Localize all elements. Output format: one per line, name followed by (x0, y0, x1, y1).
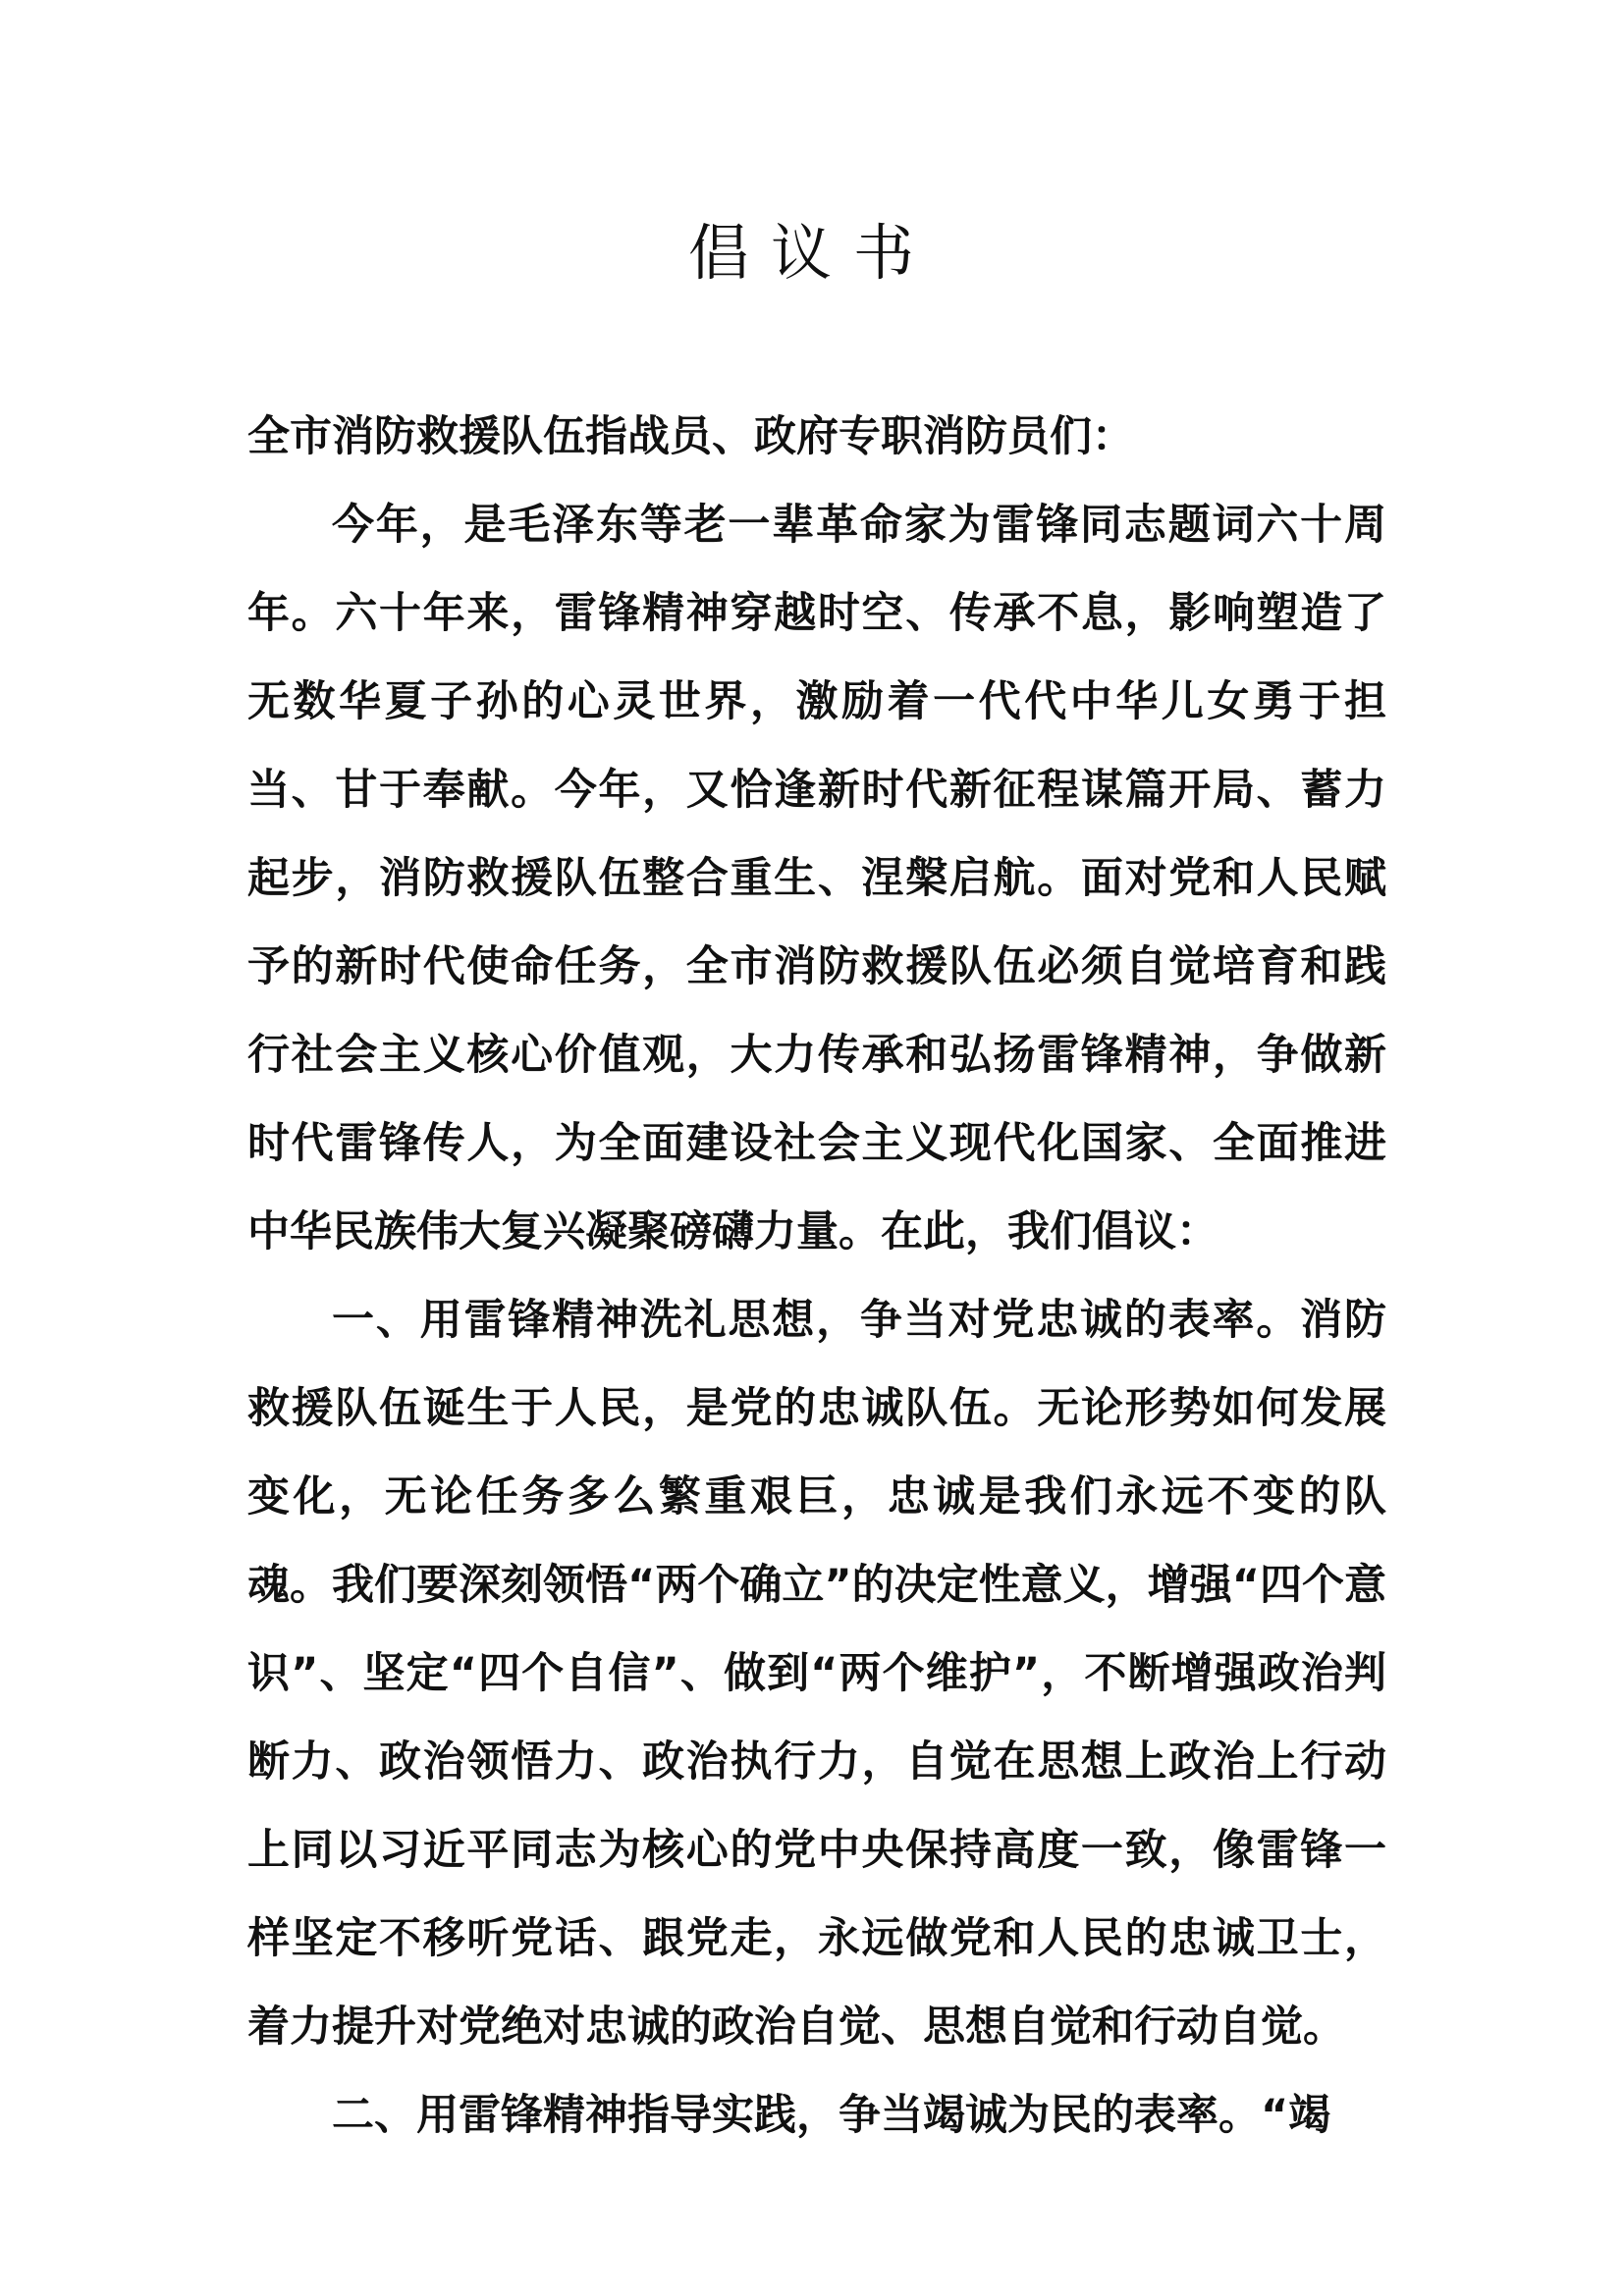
document-body (247, 393, 1386, 2160)
paragraph-point-one: 一、用雷锋精神洗礼思想，争当对党忠诚的表率。消防救援队伍诞生于人民，是党的忠诚队伍。无论形势如何发展变化，无论任务多么繁重艰巨，忠诚是我们永远不变的队魂。我们要深刻领悟“两个确立”的决定性意义，增强“四个意识”、坚定“四个自信”、做到“两个维护”，不断增强政治判断力、政治领悟力、政治执行力，自觉在思想上政治上行动上同以习近平同志为核心的党中央保持高度一致，像雷锋一样坚定不移听党话、跟党走，永远做党和人民的忠诚卫士，着力提升对党绝对忠诚的政治自觉、思想自觉和行动自觉。 (247, 1296, 1386, 2052)
document-title: 倡议书 (687, 217, 936, 289)
paragraph-point-two: 二、用雷锋精神指导实践，争当竭诚为民的表率。“竭 (332, 2091, 1331, 2140)
salutation: 全市消防救援队伍指战员、政府专职消防员们： (247, 412, 1134, 461)
paragraph-intro: 今年，是毛泽东等老一辈革命家为雷锋同志题词六十周年。六十年来，雷锋精神穿越时空、传承不息，影响塑造了无数华夏子孙的心灵世界，激励着一代代中华儿女勇于担当、甘于奉献。今年，又恰逢新时代新征程谋篇开局、蓄力起步，消防救援队伍整合重生、涅槃启航。面对党和人民赋予的新时代使命任务，全市消防救援队伍必须自觉培育和践行社会主义核心价值观，大力传承和弘扬雷锋精神，争做新时代雷锋传人，为全面建设社会主义现代化国家、全面推进中华民族伟大复兴凝聚磅礴力量。在此，我们倡议： (247, 501, 1386, 1256)
